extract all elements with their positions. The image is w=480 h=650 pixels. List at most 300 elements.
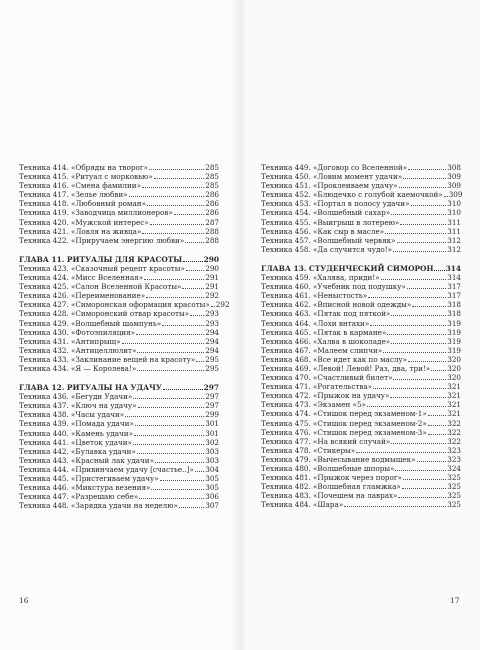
toc-entry — [19, 319, 219, 328]
dot-leader — [391, 208, 446, 215]
toc-entry-label: Техника 452. «Блюдечко с голубой каемочкой» — [261, 190, 443, 200]
toc-entry-page: 301 — [205, 428, 219, 438]
toc-entry — [261, 273, 461, 282]
toc-entry-page: 325 — [447, 491, 461, 501]
toc-entry-label: Техника 482. «Волшебная гламжка» — [261, 482, 401, 492]
toc-entry — [19, 208, 219, 217]
dot-leader — [142, 227, 204, 234]
toc-entry — [19, 218, 219, 227]
toc-entry — [261, 346, 461, 355]
toc-entry — [261, 328, 461, 337]
dot-leader — [370, 319, 446, 326]
toc-entry-page: 305 — [205, 474, 219, 483]
chapter-heading-page: 290 — [203, 254, 219, 264]
toc-entry-label: Техника 480. «Волшебные шпоры» — [261, 464, 395, 473]
toc-entry-label: Техника 460. «Учебник под подушку» — [261, 282, 406, 292]
dot-leader — [149, 163, 204, 170]
dot-leader — [155, 456, 204, 463]
toc-entry-label: Техника 432. «Антицеллюлит» — [19, 345, 137, 355]
toc-entry-label: Техника 478. «Стикеры» — [261, 445, 356, 455]
toc-entry-page: 320 — [447, 363, 461, 373]
dot-leader — [195, 465, 204, 472]
toc-entry — [19, 438, 219, 447]
toc-entry — [19, 163, 219, 172]
toc-entry-page: 288 — [205, 235, 219, 245]
toc-entry — [261, 218, 461, 227]
dot-leader — [144, 273, 204, 280]
dot-leader — [428, 428, 447, 435]
toc-entry — [261, 437, 461, 446]
toc-entry-label: Техника 473. «Экзамен «5» — [261, 400, 366, 410]
toc-entry — [261, 319, 461, 328]
toc-entry-label: Техника 474. «Стишок перед экзаменом-1» — [261, 409, 427, 419]
toc-entry — [19, 264, 219, 273]
toc-entry-label: Техника 455. «Выигрыш в лотерею» — [261, 217, 400, 227]
toc-entry-page: 303 — [205, 446, 219, 456]
toc-entry-label: Техника 466. «Халва в шоколаде» — [261, 336, 391, 346]
toc-entry-page: 318 — [447, 300, 461, 310]
toc-entry-label: Техника 415. «Ритуал с морковью» — [19, 172, 153, 182]
toc-entry-label: Техника 426. «Переименование» — [19, 291, 146, 301]
toc-entry — [261, 482, 461, 491]
chapter-spacer — [19, 373, 219, 383]
toc-entry — [261, 400, 461, 409]
toc-entry — [19, 227, 219, 236]
dot-leader — [408, 163, 446, 170]
dot-leader — [151, 483, 204, 490]
toc-entry-label: Техника 448. «Зарядка удачи на неделю» — [19, 501, 178, 511]
toc-entry — [261, 391, 461, 400]
left-page-number: 16 — [19, 596, 29, 605]
toc-entry — [261, 172, 461, 181]
toc-entry — [19, 474, 219, 483]
toc-entry-label: Техника 447. «Разрешаю себе» — [19, 492, 139, 502]
toc-entry-page: 310 — [447, 208, 461, 218]
toc-entry — [19, 447, 219, 456]
toc-entry-label: Техника 449. «Договор со Вселенной» — [261, 163, 408, 172]
dot-leader — [211, 300, 215, 307]
toc-entry-label: Техника 429. «Волшебный шампунь» — [19, 318, 162, 328]
toc-entry-page: 319 — [447, 336, 461, 346]
toc-entry-page: 294 — [205, 345, 219, 355]
toc-entry-label: Техника 468. «Все идет как по маслу» — [261, 354, 408, 364]
toc-entry — [261, 473, 461, 482]
toc-entry — [19, 401, 219, 410]
dot-leader — [135, 419, 205, 426]
toc-entry-page: 311 — [447, 217, 461, 227]
dot-leader — [137, 346, 204, 353]
chapter-heading-page: 314 — [445, 263, 461, 273]
toc-entry-label: Техника 424. «Мисс Вселенная» — [19, 273, 144, 283]
toc-entry — [261, 446, 461, 455]
toc-entry-label: Техника 481. «Прыжок через порог» — [261, 473, 403, 483]
chapter-heading — [261, 264, 461, 273]
toc-entry-page: 308 — [447, 163, 461, 172]
chapter-heading-page: 297 — [203, 383, 219, 393]
dot-leader — [411, 199, 447, 206]
right-page — [240, 0, 480, 650]
toc-entry-label: Техника 450. «Ловим момент удачи» — [261, 172, 403, 182]
toc-entry — [261, 419, 461, 428]
toc-entry — [19, 181, 219, 190]
dot-leader — [147, 199, 204, 206]
toc-entry-page: 311 — [447, 226, 461, 236]
chapter-heading — [19, 255, 219, 264]
toc-entry-page: 295 — [205, 354, 219, 364]
dot-leader — [367, 400, 446, 407]
toc-entry-page: 294 — [205, 327, 219, 337]
toc-entry-page: 303 — [205, 455, 219, 465]
dot-leader — [137, 364, 204, 371]
dot-leader — [134, 429, 204, 436]
toc-entry-label: Техника 417. «Зелье любви» — [19, 190, 128, 200]
toc-entry — [19, 172, 219, 181]
toc-entry-label: Техника 454. «Волшебный сахар» — [261, 208, 391, 218]
dot-leader — [179, 501, 204, 508]
toc-entry-label: Техника 418. «Любовный роман» — [19, 199, 146, 209]
toc-entry-label: Техника 425. «Салон Вселенной Красоты» — [19, 282, 182, 292]
toc-entry-label: Техника 414. «Обряды на творог» — [19, 163, 149, 172]
toc-entry — [261, 500, 461, 509]
toc-entry-page: 325 — [447, 500, 461, 510]
toc-entry-label: Техника 439. «Помада удачи» — [19, 419, 134, 429]
dot-leader — [196, 355, 204, 362]
dot-leader — [137, 447, 205, 454]
toc-entry-page: 325 — [447, 473, 461, 483]
toc-entry-label: Техника 471. «Рогательства» — [261, 382, 373, 392]
toc-entry — [261, 236, 461, 245]
toc-entry — [261, 163, 461, 172]
toc-entry — [19, 328, 219, 337]
toc-entry-label: Техника 423. «Сказочный рецепт красоты» — [19, 263, 185, 273]
toc-entry-page: 304 — [205, 464, 219, 474]
toc-entry-page: 286 — [205, 199, 219, 209]
dot-leader — [356, 446, 446, 453]
right-page-number: 17 — [450, 596, 460, 605]
toc-entry-label: Техника 464. «Лохи внтахи» — [261, 318, 370, 328]
dot-leader — [399, 181, 447, 188]
toc-entry-label: Техника 453. «Портал в полосу удачи» — [261, 199, 410, 209]
dot-leader — [190, 309, 204, 316]
toc-entry — [19, 190, 219, 199]
toc-entry — [261, 199, 461, 208]
toc-entry-label: Техника 428. «Симоронский отвар красоты» — [19, 309, 190, 319]
dot-leader — [390, 391, 446, 398]
dot-leader — [185, 236, 204, 243]
right-toc — [261, 163, 461, 509]
toc-entry-page: 293 — [205, 309, 219, 319]
toc-entry-page: 294 — [205, 336, 219, 346]
toc-entry-label: Техника 434. «Я — Королева!» — [19, 363, 137, 373]
toc-entry-page: 286 — [205, 208, 219, 218]
toc-entry-page: 314 — [447, 273, 461, 283]
dot-leader — [174, 208, 205, 215]
dot-leader — [136, 328, 204, 335]
toc-entry — [261, 464, 461, 473]
chapter-heading-label: ГЛАВА 12. РИТУАЛЫ НА УДАЧУ — [19, 383, 162, 393]
toc-entry — [19, 456, 219, 465]
dot-leader — [183, 255, 202, 262]
toc-entry-label: Техника 476. «Стишок перед экзаменом-3» — [261, 427, 427, 437]
dot-leader — [162, 319, 204, 326]
chapter-spacer — [19, 245, 219, 255]
toc-entry — [19, 364, 219, 373]
toc-entry — [19, 501, 219, 510]
toc-entry-page: 299 — [205, 410, 219, 420]
toc-entry-label: Техника 484. «Шара» — [261, 500, 344, 510]
toc-entry-page: 292 — [215, 300, 230, 310]
dot-leader — [122, 337, 205, 344]
dot-leader — [139, 492, 204, 499]
toc-entry-page: 306 — [205, 492, 219, 502]
toc-entry-page: 323 — [447, 454, 461, 464]
toc-entry-label: Техника 475. «Стишок перед экзаменом-2» — [261, 418, 427, 428]
toc-entry-page: 293 — [205, 318, 219, 328]
toc-entry — [261, 491, 461, 500]
toc-entry-page: 285 — [205, 172, 219, 182]
toc-entry-label: Техника 419. «Заводчица миллионеров» — [19, 208, 173, 218]
toc-entry — [261, 309, 461, 318]
dot-leader — [412, 300, 446, 307]
toc-entry-page: 310 — [447, 199, 461, 209]
toc-entry — [19, 392, 219, 401]
toc-entry-label: Техника 477. «На всякий случай» — [261, 436, 391, 446]
toc-entry — [19, 492, 219, 501]
dot-leader — [428, 419, 447, 426]
toc-entry-label: Техника 465. «Пятак в кармане» — [261, 327, 387, 337]
toc-entry — [19, 300, 230, 310]
toc-entry-label: Техника 459. «Халява, приди!» — [261, 273, 380, 283]
dot-leader — [381, 273, 447, 280]
dot-leader — [373, 382, 446, 389]
toc-entry-label: Техника 456. «Как сыр в масле» — [261, 226, 385, 236]
toc-entry — [261, 382, 461, 391]
toc-entry-label: Техника 445. «Пристегиваем удачу» — [19, 474, 159, 483]
dot-leader — [428, 409, 447, 416]
dot-leader — [163, 383, 203, 390]
toc-entry-label: Техника 427. «Симоронская оформация красоты» — [19, 300, 210, 310]
dot-leader — [133, 438, 204, 445]
toc-entry-page: 324 — [447, 464, 461, 473]
toc-entry — [19, 282, 219, 291]
toc-entry-label: Техника 436. «Бегуди Удачи» — [19, 392, 133, 402]
dot-leader — [431, 364, 446, 371]
toc-entry-page: 309 — [448, 190, 463, 200]
toc-entry-page: 287 — [205, 217, 219, 227]
toc-entry-label: Техника 483. «Почешем на лаврах» — [261, 491, 398, 501]
toc-entry — [19, 483, 219, 492]
dot-leader — [387, 328, 446, 335]
toc-entry-label: Техника 416. «Смена фамилии» — [19, 181, 141, 191]
dot-leader — [403, 473, 446, 480]
toc-entry-label: Техника 421. «Ловля на живца» — [19, 226, 142, 236]
toc-entry — [19, 346, 219, 355]
dot-leader — [344, 500, 446, 507]
toc-entry — [19, 355, 219, 364]
toc-entry-label: Техника 438. «Часы удачи» — [19, 410, 125, 420]
toc-entry-label: Техника 469. «Левой! Левой! Раз, два, три!» — [261, 363, 431, 373]
toc-entry-label: Техника 444. «Привинчаем удачу [счастье..]» — [19, 464, 194, 474]
dot-leader — [397, 236, 447, 243]
chapter-heading-label: ГЛАВА 11. РИТУАЛЫ ДЛЯ КРАСОТЫ — [19, 254, 183, 264]
toc-entry — [19, 337, 219, 346]
toc-entry-label: Техника 463. «Пятак под пяткой» — [261, 309, 391, 319]
toc-entry-label: Техника 442. «Булавка удачи» — [19, 446, 136, 456]
toc-entry-page: 305 — [205, 483, 219, 493]
toc-entry-page: 285 — [205, 163, 219, 172]
toc-entry-page: 307 — [205, 501, 219, 511]
toc-entry — [19, 291, 219, 300]
dot-leader — [182, 282, 204, 289]
dot-leader — [395, 464, 446, 471]
toc-entry-label: Техника 472. «Прыжок на удачу» — [261, 391, 390, 401]
toc-entry-label: Техника 457. «Волшебный червяк» — [261, 235, 396, 245]
chapter-heading-label: ГЛАВА 13. СТУДЕНЧЕСКИЙ СИМОРОН — [261, 263, 434, 273]
toc-entry-page: 321 — [447, 391, 461, 401]
toc-entry — [19, 410, 219, 419]
toc-entry-label: Техника 470. «Счастливый билет» — [261, 373, 393, 383]
toc-entry — [261, 181, 461, 190]
toc-entry-page: 321 — [447, 400, 461, 410]
toc-entry — [261, 428, 461, 437]
toc-entry-label: Техника 422. «Приручаем энергию любви» — [19, 235, 185, 245]
toc-entry-page: 288 — [205, 226, 219, 236]
toc-entry-page: 322 — [447, 418, 461, 428]
toc-entry-label: Техника 461. «Неныстость» — [261, 291, 368, 301]
chapter-spacer — [261, 254, 461, 264]
toc-entry-page: 285 — [205, 181, 219, 191]
toc-entry-page: 312 — [447, 235, 461, 245]
toc-entry-page: 318 — [447, 309, 461, 319]
dot-leader — [408, 355, 446, 362]
dot-leader — [125, 410, 204, 417]
toc-entry-page: 322 — [447, 427, 461, 437]
toc-entry — [261, 409, 461, 418]
toc-entry — [19, 309, 219, 318]
dot-leader — [402, 482, 447, 489]
toc-entry — [261, 355, 461, 364]
dot-leader — [393, 373, 446, 380]
toc-entry — [261, 227, 461, 236]
toc-entry-label: Техника 462. «Вписной новой одежды» — [261, 300, 412, 310]
toc-entry-page: 295 — [205, 363, 219, 373]
toc-entry-page: 323 — [447, 445, 461, 455]
toc-entry-label: Техника 441. «Цветок удачи» — [19, 437, 132, 447]
dot-leader — [133, 392, 204, 399]
dot-leader — [403, 172, 446, 179]
toc-entry-label: Техника 440. «Камень удачи» — [19, 428, 133, 438]
toc-entry-page: 302 — [205, 437, 219, 447]
toc-entry-page: 297 — [205, 401, 219, 411]
toc-entry-page: 321 — [447, 409, 461, 419]
toc-entry-label: Техника 437. «Ключ на удачу» — [19, 401, 137, 411]
toc-entry-page: 286 — [205, 190, 219, 200]
toc-entry-page: 291 — [205, 282, 219, 292]
toc-entry-page: 290 — [205, 263, 219, 273]
toc-entry-page: 312 — [447, 244, 461, 254]
toc-entry — [261, 300, 461, 309]
toc-entry-page: 309 — [447, 172, 461, 182]
toc-entry-label: Техника 431. «Антипрыщ» — [19, 336, 121, 346]
toc-entry — [261, 455, 461, 464]
dot-leader — [398, 491, 446, 498]
chapter-heading — [19, 383, 219, 392]
toc-entry — [261, 291, 461, 300]
toc-entry-label: Техника 458. «Да случится чудо!» — [261, 244, 393, 254]
toc-entry — [19, 419, 219, 428]
toc-entry-page: 301 — [205, 419, 219, 429]
toc-entry-page: 291 — [205, 273, 219, 283]
dot-leader — [138, 401, 205, 408]
toc-entry — [19, 236, 219, 245]
dot-leader — [391, 337, 446, 344]
dot-leader — [383, 346, 446, 353]
toc-entry-page: 317 — [447, 291, 461, 301]
dot-leader — [400, 218, 446, 225]
toc-entry-page: 321 — [447, 382, 461, 392]
dot-leader — [391, 437, 446, 444]
toc-entry-page: 297 — [205, 392, 219, 402]
toc-entry-label: Техника 479. «Вычесывание водмышек» — [261, 454, 416, 464]
toc-entry — [261, 364, 461, 373]
toc-entry-page: 320 — [447, 373, 461, 383]
dot-leader — [407, 282, 447, 289]
toc-entry — [19, 273, 219, 282]
toc-entry-label: Техника 446. «Микстура везения» — [19, 483, 151, 493]
toc-entry — [261, 282, 461, 291]
dot-leader — [393, 245, 446, 252]
dot-leader — [417, 455, 447, 462]
toc-entry-page: 292 — [205, 291, 219, 301]
toc-entry-label: Техника 430. «Фотоэпиляция» — [19, 327, 136, 337]
dot-leader — [154, 172, 205, 179]
toc-entry — [19, 429, 219, 438]
toc-entry-page: 322 — [447, 436, 461, 446]
dot-leader — [385, 227, 446, 234]
dot-leader — [444, 190, 448, 197]
toc-entry-page: 309 — [447, 181, 461, 191]
dot-leader — [129, 190, 205, 197]
toc-entry-page: 320 — [447, 354, 461, 364]
toc-entry — [261, 208, 461, 217]
toc-entry-page: 325 — [447, 482, 461, 492]
dot-leader — [368, 291, 446, 298]
dot-leader — [146, 291, 204, 298]
toc-entry — [261, 245, 461, 254]
dot-leader — [434, 264, 444, 271]
toc-entry — [19, 199, 219, 208]
toc-entry-label: Техника 451. «Проклеиваем удачу» — [261, 181, 398, 191]
dot-leader — [186, 264, 204, 271]
toc-entry — [261, 373, 461, 382]
book-gutter — [232, 0, 248, 650]
toc-entry-label: Техника 443. «Красный лак удачи» — [19, 455, 154, 465]
dot-leader — [142, 181, 204, 188]
dot-leader — [160, 474, 205, 481]
dot-leader — [391, 309, 446, 316]
left-toc — [19, 163, 230, 511]
toc-entry-page: 319 — [447, 318, 461, 328]
toc-entry — [261, 337, 461, 346]
toc-entry-page: 319 — [447, 345, 461, 355]
toc-entry-page: 319 — [447, 327, 461, 337]
toc-entry-label: Техника 467. «Малеем слипчи» — [261, 345, 383, 355]
toc-entry — [19, 465, 219, 474]
toc-entry-label: Техника 420. «Мужской интерес» — [19, 217, 149, 227]
toc-entry-label: Техника 433. «Заклинание вещей на красоту» — [19, 354, 196, 364]
dot-leader — [150, 218, 205, 225]
toc-entry-page: 317 — [447, 282, 461, 292]
